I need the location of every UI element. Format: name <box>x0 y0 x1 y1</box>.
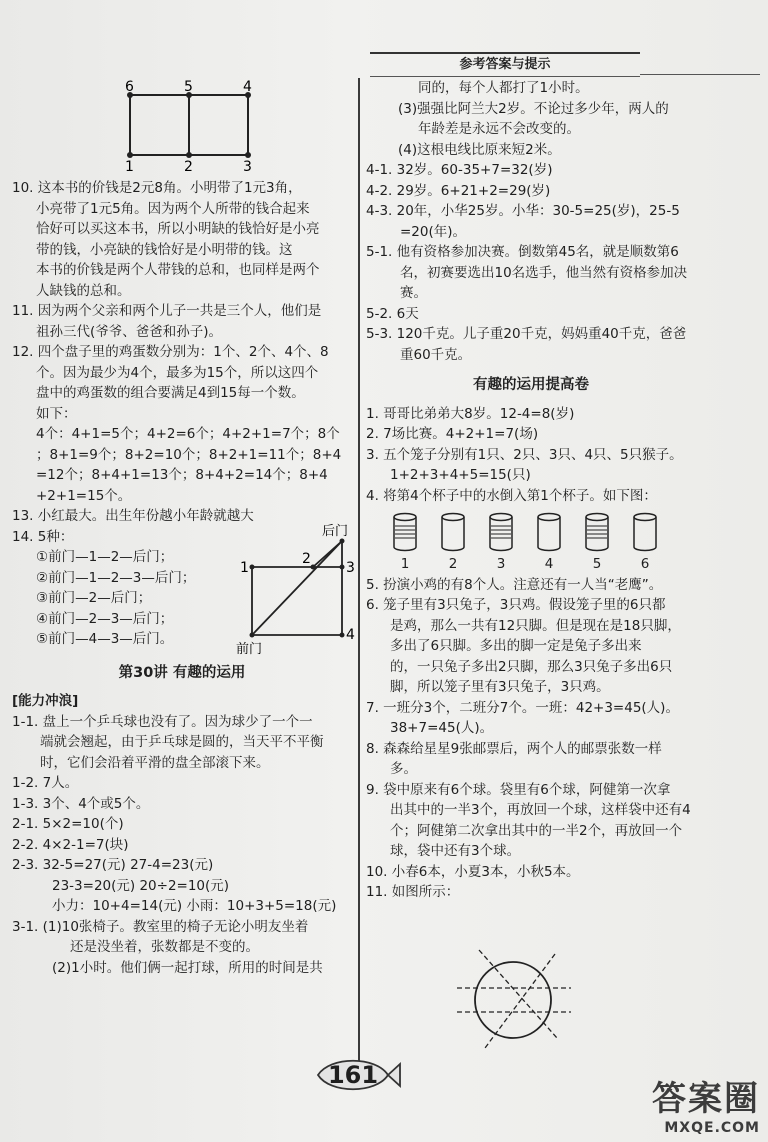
a3-1-line: 还是没坐着，张数都是不变的。 <box>70 939 259 955</box>
cup-5 <box>584 512 610 552</box>
q12-line: =12个；8+4+1=13个；8+4+2=14个；8+4 <box>36 467 328 483</box>
q14-line: ④前门—2—3—后门； <box>36 610 174 627</box>
a3-1-line: (2)1小时。他们俩一起打球，所用的时间是共 <box>52 959 323 976</box>
cup-figure <box>366 512 696 552</box>
grid-label-2: 2 <box>184 159 193 172</box>
grid-label-5: 5 <box>184 80 193 95</box>
right-column <box>366 78 696 903</box>
cup-6 <box>632 512 658 552</box>
r5-line: 5. 扮演小鸡的有8个人。注意还有一人当“老鹰”。 <box>366 576 663 593</box>
a5-2-line: 5-2. 6天 <box>366 305 419 322</box>
route-figure <box>230 521 360 659</box>
q10-line: 带的钱，小亮缺的钱恰好是小明带的钱。这 <box>36 241 293 258</box>
q12-line: 个。因为最少为4个，最多为15个，所以这四个 <box>36 364 319 381</box>
a5-1-line: 赛。 <box>400 285 427 301</box>
circle-cut-figure <box>455 948 575 1054</box>
a1-1-line: 端就会翘起，由于乒乓球是圆的，当天平不平衡 <box>40 734 324 750</box>
route-label-3: 3 <box>346 559 355 576</box>
cup-number: 3 <box>496 556 506 572</box>
r6-line: 6. 笼子里有3只兔子，3只鸡。假设笼子里的6只都 <box>366 597 666 613</box>
q10-line: 恰好可以买这本书，所以小明缺的钱恰好是小亮 <box>36 221 320 237</box>
watermark <box>652 1071 760 1136</box>
grid-label-1: 1 <box>125 159 134 172</box>
a1-3-line: 1-3. 3个、4个或5个。 <box>12 795 150 812</box>
r9-line: 个；阿健第二次拿出其中的一半2个，再放回一个 <box>390 822 683 839</box>
cup-3 <box>488 512 514 552</box>
route-label-1: 1 <box>240 559 249 576</box>
q14-block <box>12 523 355 657</box>
a5-3-line: 重60千克。 <box>400 346 472 363</box>
q12-line: 4个：4+1=5个；4+2=6个；4+2+1=7个；8个 <box>36 426 340 442</box>
r7-line: 7. 一班分3个，二班分7个。一班：42+3=45(人)。 <box>366 699 679 716</box>
grid-path-figure <box>115 80 265 172</box>
a5-1-line: 5-1. 他有资格参加决赛。倒数第45名，就是顺数第6 <box>366 244 679 260</box>
a4-3-line: 4-3. 20年，小华25岁。小华：30-5=25(岁)，25-5 <box>366 203 680 219</box>
r3-line: 1+2+3+4+5=15(只) <box>390 467 531 483</box>
a3-1-line: 3-1. (1)10张椅子。教室里的椅子无论小明友坐着 <box>12 918 309 935</box>
a5-3-line: 5-3. 120千克。儿子重20千克，妈妈重40千克，爸爸 <box>366 326 687 342</box>
a5-1-line: 名，初赛要选出10名选手，他当然有资格参加决 <box>400 264 688 281</box>
r6-line: 的，一只兔子多出2只脚，那么3只兔子多出6只 <box>390 658 673 675</box>
q14-line: ①前门—1—2—后门； <box>36 549 174 565</box>
r4-line: 4. 将第4个杯子中的水倒入第1个杯子。如下图： <box>366 487 657 504</box>
q14-line: ⑤前门—4—3—后门。 <box>36 631 174 647</box>
cont-line: (3)强强比阿兰大2岁。不论过多少年，两人的 <box>398 100 669 117</box>
route-label-back-door: 后门 <box>322 523 349 539</box>
cup-1 <box>392 512 418 552</box>
a1-1-line: 时，它们会沿着平滑的盘全部滚下来。 <box>40 754 270 771</box>
cup-2 <box>440 512 466 552</box>
a4-1-line: 4-1. 32岁。60-35+7=32(岁) <box>366 162 553 178</box>
cont-line: (4)这根电线比原来短2米。 <box>398 141 561 158</box>
cup-number: 6 <box>640 556 650 572</box>
q14-line: ③前门—2—后门； <box>36 590 152 606</box>
a2-3-line: 小力：10+4=14(元) 小雨：10+3+5=18(元) <box>52 898 337 914</box>
r8-line: 8. 森森给星星9张邮票后，两个人的邮票张数一样 <box>366 740 662 757</box>
route-label-4: 4 <box>346 626 355 643</box>
header-title: 参考答案与提示 <box>370 52 640 77</box>
a2-3-line: 2-3. 32-5=27(元) 27-4=23(元) <box>12 857 214 873</box>
cup-number: 1 <box>400 556 410 572</box>
r8-line: 多。 <box>390 761 417 777</box>
r1-line: 1. 哥哥比弟弟大8岁。12-4=8(岁) <box>366 405 575 422</box>
cont-line: 同的，每个人都打了1小时。 <box>418 80 589 96</box>
route-label-front-door: 前门 <box>236 641 263 657</box>
cup-number: 2 <box>448 556 458 572</box>
a2-1-line: 2-1. 5×2=10(个) <box>12 816 124 832</box>
grid-label-3: 3 <box>243 159 252 172</box>
page-number: 161 <box>327 1061 379 1089</box>
q11-line: 祖孙三代(爷爷、爸爸和孙子)。 <box>36 323 223 340</box>
r6-line: 脚，所以笼子里有3只兔子，3只鸡。 <box>390 679 610 695</box>
a1-2-line: 1-2. 7人。 <box>12 775 79 791</box>
section-title: 有趣的运用提高卷 <box>473 377 589 393</box>
route-label-2: 2 <box>302 550 311 567</box>
q12-line: 12. 四个盘子里的鸡蛋数分别为：1个、2个、4个、8 <box>12 344 329 360</box>
cont-line: 年龄差是永远不会改变的。 <box>418 121 580 137</box>
grid-label-6: 6 <box>125 80 134 95</box>
q12-line: 如下： <box>36 405 77 422</box>
q11-line: 11. 因为两个父亲和两个儿子一共是三个人，他们是 <box>12 303 322 319</box>
q12-line: ；8+1=9个；8+2=10个；8+2+1=11个；8+4 <box>36 446 342 463</box>
r10-line: 10. 小春6本，小夏3本，小秋5本。 <box>366 863 580 880</box>
r3-line: 3. 五个笼子分别有1只、2只、3只、4只、5只猴子。 <box>366 446 683 463</box>
a2-3-line: 23-3=20(元) 20÷2=10(元) <box>52 877 230 894</box>
cup-number: 5 <box>592 556 602 572</box>
grid-label-4: 4 <box>243 80 252 95</box>
r2-line: 2. 7场比赛。4+2+1=7(场) <box>366 426 539 442</box>
r6-line: 多出了6只脚。多出的脚一定是兔子多出来 <box>390 638 642 654</box>
cup-numbers <box>366 554 696 575</box>
q10-line: 10. 这本书的价钱是2元8角。小明带了1元3角， <box>12 180 302 196</box>
r9-line: 出其中的一半3个，再放回一个球，这样袋中还有4 <box>390 802 691 818</box>
q14-line: 14. 5种： <box>12 528 74 545</box>
q10-line: 人缺钱的总和。 <box>36 282 131 299</box>
r9-line: 9. 袋中原来有6个球。袋里有6个球，阿健第一次拿 <box>366 781 671 798</box>
a4-3-line: =20(年)。 <box>400 223 467 240</box>
r9-line: 球，袋中还有3个球。 <box>390 843 521 859</box>
r7-line: 38+7=45(人)。 <box>390 720 494 736</box>
cup-number: 4 <box>544 556 554 572</box>
r6-line: 是鸡，那么一共有12只脚。但是现在是18只脚， <box>390 617 681 634</box>
section-label: [能力冲浪] <box>12 693 79 709</box>
q10-line: 小亮带了1元5角。因为两个人所带的钱合起来 <box>36 200 310 217</box>
watermark-main: 答案圈 <box>652 1079 760 1119</box>
cup-4 <box>536 512 562 552</box>
q14-line: ②前门—1—2—3—后门； <box>36 569 196 586</box>
lecture-title: 第30讲 有趣的运用 <box>118 664 246 681</box>
q10-line: 本书的价钱是两个人带钱的总和，也同样是两个 <box>36 262 320 278</box>
q12-line: +2+1=15个。 <box>36 487 132 504</box>
a4-2-line: 4-2. 29岁。6+21+2=29(岁) <box>366 182 551 199</box>
q12-line: 盘中的鸡蛋数的组合要满足4到15每一个数。 <box>36 385 305 401</box>
q13-line: 13. 小红最大。出生年份越小年龄就越大 <box>12 508 254 524</box>
a2-2-line: 2-2. 4×2-1=7(块) <box>12 836 129 853</box>
left-column <box>12 178 355 978</box>
a1-1-line: 1-1. 盘上一个乒乓球也没有了。因为球少了一个一 <box>12 713 313 730</box>
watermark-url: MXQE.COM <box>664 1120 760 1136</box>
r11-line: 11. 如图所示： <box>366 884 460 900</box>
header-rule <box>640 52 760 75</box>
